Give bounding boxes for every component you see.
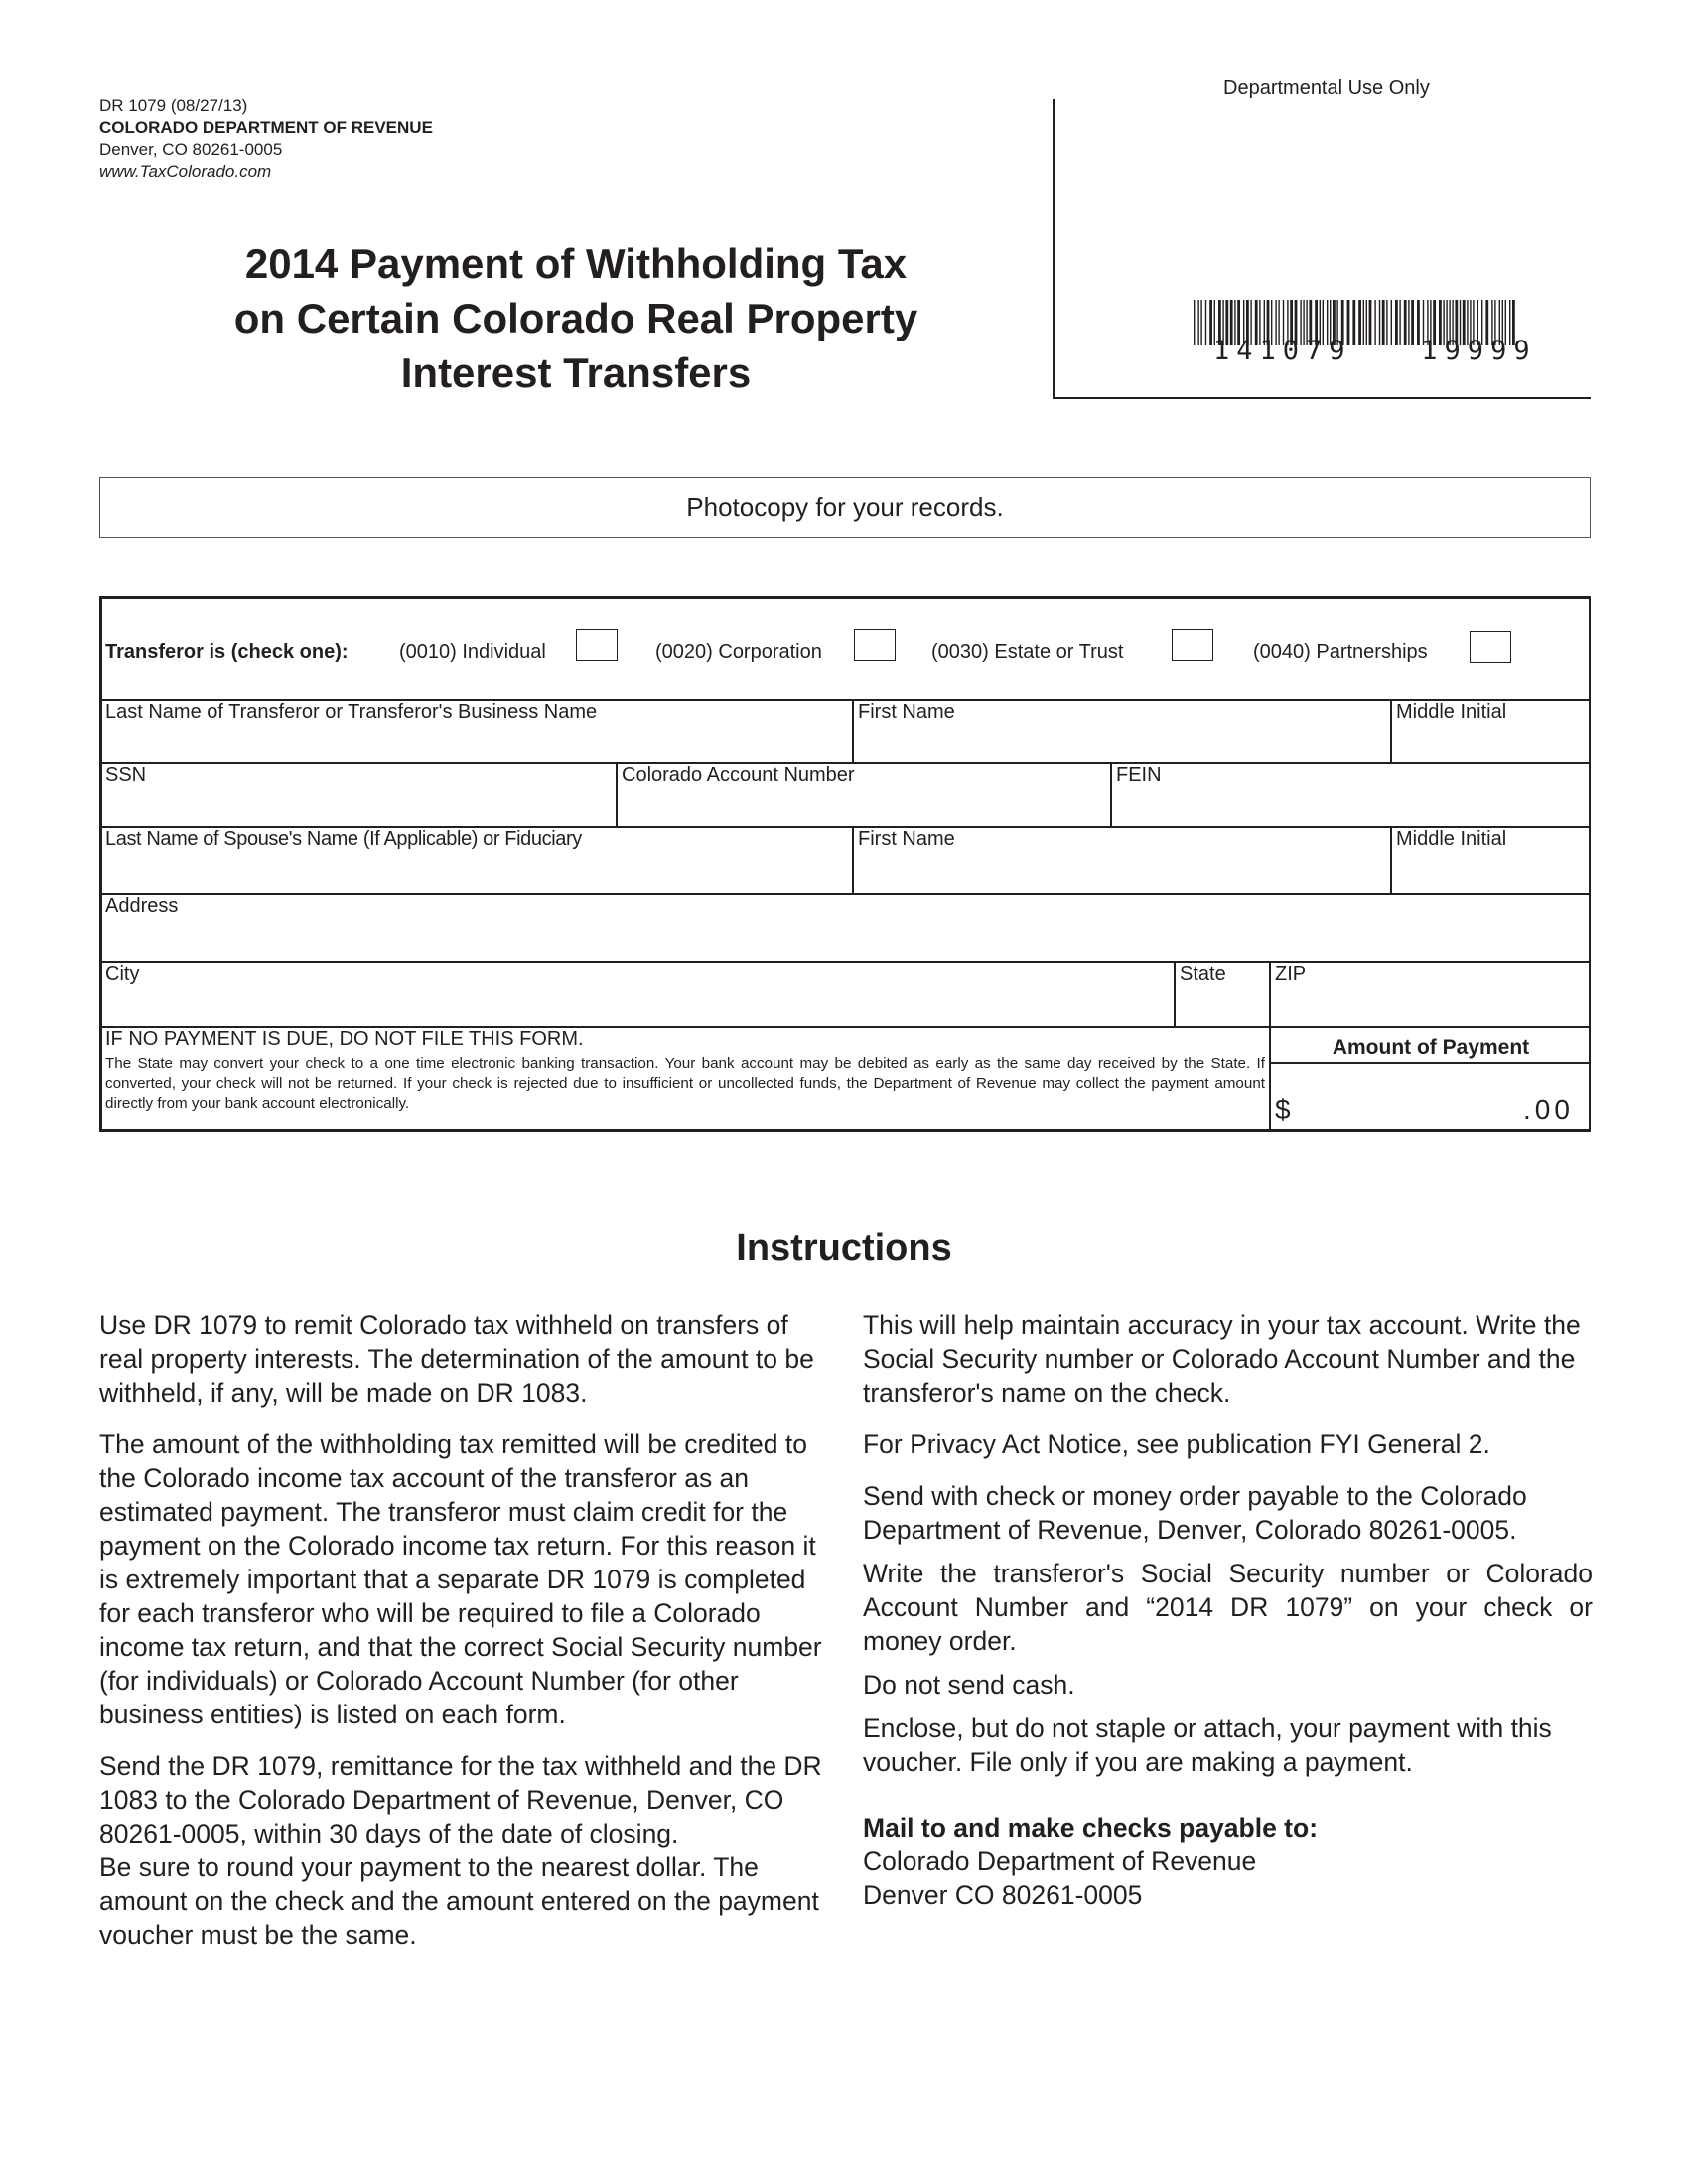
individual-checkbox[interactable] bbox=[576, 629, 618, 661]
option-individual-label: (0010) Individual bbox=[399, 641, 546, 663]
instruction-paragraph: Write the transferor's Social Security number or Colorado Account Number and “2014 DR 1079” on your check or money order. bbox=[863, 1559, 1593, 1656]
colorado-account-label: Colorado Account Number bbox=[622, 764, 855, 786]
department-name: COLORADO DEPARTMENT OF REVENUE bbox=[99, 118, 433, 137]
estate-trust-checkbox[interactable] bbox=[1172, 629, 1213, 661]
option-partnerships-label: (0040) Partnerships bbox=[1253, 641, 1428, 663]
option-estate-trust-label: (0030) Estate or Trust bbox=[931, 641, 1124, 663]
transferor-type-label: Transferor is (check one): bbox=[105, 641, 349, 663]
first-name-input[interactable] bbox=[860, 727, 1386, 760]
instruction-paragraph: Send with check or money order payable to the Colorado Department of Revenue, Denver, Colorado 80261-0005. bbox=[863, 1481, 1527, 1545]
spouse-first-name-label: First Name bbox=[858, 828, 955, 850]
last-name-label: Last Name of Transferor or Transferor's Business Name bbox=[105, 701, 598, 723]
option-corporation-label: (0020) Corporation bbox=[655, 641, 822, 663]
instruction-paragraph: Do not send cash. bbox=[863, 1670, 1075, 1700]
zip-input[interactable] bbox=[1277, 991, 1587, 1024]
dollar-sign: $ bbox=[1275, 1094, 1291, 1125]
spouse-middle-initial-label: Middle Initial bbox=[1396, 828, 1507, 850]
state-input[interactable] bbox=[1180, 991, 1267, 1024]
departmental-use-label: Departmental Use Only bbox=[1223, 77, 1430, 99]
amount-of-payment-input[interactable] bbox=[1305, 1088, 1517, 1128]
title-line-3: Interest Transfers bbox=[400, 349, 752, 396]
instruction-paragraph: The amount of the withholding tax remitted will be credited to the Colorado income tax account of the transferor as an estimated payment. The transferor must claim credit for the payment on the Colorado income tax return. For this reason it is extremely important that a separate DR 1079 is completed for each transferor who will be required to file a Colorado income tax return, and that the correct Social Security number (for individuals) or Colorado Account Number (for other business entities) is listed on each form. bbox=[99, 1430, 822, 1729]
city-label: City bbox=[105, 963, 140, 985]
instructions-heading: Instructions bbox=[736, 1227, 952, 1269]
website-link[interactable]: www.TaxColorado.com bbox=[99, 162, 272, 181]
partnerships-checkbox[interactable] bbox=[1470, 631, 1511, 663]
fein-label: FEIN bbox=[1116, 764, 1162, 786]
instruction-paragraph: For Privacy Act Notice, see publication FYI General 2. bbox=[863, 1430, 1490, 1459]
state-label: State bbox=[1180, 963, 1226, 985]
instruction-paragraph: Send the DR 1079, remittance for the tax withheld and the DR 1083 to the Colorado Department of Revenue, Denver, CO 80261-0005, within 30 days of the date of closing. bbox=[99, 1751, 822, 1848]
colorado-account-input[interactable] bbox=[624, 790, 1106, 824]
form-id: DR 1079 (08/27/13) bbox=[99, 96, 248, 115]
instructions-left-column bbox=[99, 1308, 829, 1970]
last-name-input[interactable] bbox=[107, 727, 846, 760]
instructions-right-column bbox=[863, 1308, 1593, 1912]
page-title bbox=[139, 236, 1013, 400]
address-label: Address bbox=[105, 895, 179, 917]
middle-initial-label: Middle Initial bbox=[1396, 701, 1507, 723]
spouse-last-name-input[interactable] bbox=[107, 856, 846, 891]
instruction-paragraph: Enclose, but do not staple or attach, your payment with this voucher. File only if you are making a payment. bbox=[863, 1713, 1552, 1777]
no-payment-notice: IF NO PAYMENT IS DUE, DO NOT FILE THIS FORM. bbox=[105, 1028, 584, 1050]
city-input[interactable] bbox=[107, 991, 1172, 1024]
ssn-label: SSN bbox=[105, 764, 147, 786]
ssn-input[interactable] bbox=[107, 790, 612, 824]
corporation-checkbox[interactable] bbox=[854, 629, 896, 661]
cents-label: .00 bbox=[1523, 1094, 1574, 1125]
spouse-middle-initial-input[interactable] bbox=[1398, 856, 1587, 891]
zip-label: ZIP bbox=[1275, 963, 1307, 985]
barcode-number: 141079 19999 bbox=[1213, 336, 1537, 366]
first-name-label: First Name bbox=[858, 701, 955, 723]
spouse-first-name-input[interactable] bbox=[860, 856, 1386, 891]
check-conversion-notice: The State may convert your check to a one time electronic banking transaction. Your bank account may be debited as early as the same day received by the State. If converted, your check will not be returned. If your check is rejected due to insufficient or uncollected funds, the Department of Revenue may collect the payment amount directly from your bank account electronically. bbox=[105, 1055, 1265, 1112]
middle-initial-input[interactable] bbox=[1398, 727, 1587, 760]
mail-to-line-1: Colorado Department of Revenue bbox=[863, 1846, 1257, 1876]
amount-of-payment-label: Amount of Payment bbox=[1332, 1036, 1530, 1059]
mail-to-line-2: Denver CO 80261-0005 bbox=[863, 1880, 1143, 1910]
instruction-paragraph: This will help maintain accuracy in your tax account. Write the Social Security number or Colorado Account Number and the transferor's name on the check. bbox=[863, 1310, 1581, 1408]
photocopy-note: Photocopy for your records. bbox=[99, 477, 1591, 538]
instruction-paragraph: Use DR 1079 to remit Colorado tax withheld on transfers of real property interests. The determination of the amount to be withheld, if any, will be made on DR 1083. bbox=[99, 1310, 814, 1408]
address-input[interactable] bbox=[107, 923, 1587, 959]
instruction-paragraph: Be sure to round your payment to the nearest dollar. The amount on the check and the amount entered on the payment voucher must be the same. bbox=[99, 1852, 819, 1950]
title-line-1: 2014 Payment of Withholding Tax bbox=[244, 240, 908, 287]
department-address: Denver, CO 80261-0005 bbox=[99, 140, 283, 159]
fein-input[interactable] bbox=[1118, 790, 1587, 824]
mail-to-heading: Mail to and make checks payable to: bbox=[863, 1813, 1319, 1843]
form-header bbox=[99, 95, 433, 183]
title-line-2: on Certain Colorado Real Property bbox=[233, 295, 918, 341]
transferor-form bbox=[99, 596, 1591, 1132]
spouse-last-name-label: Last Name of Spouse's Name (If Applicable) or Fiduciary bbox=[105, 828, 582, 850]
